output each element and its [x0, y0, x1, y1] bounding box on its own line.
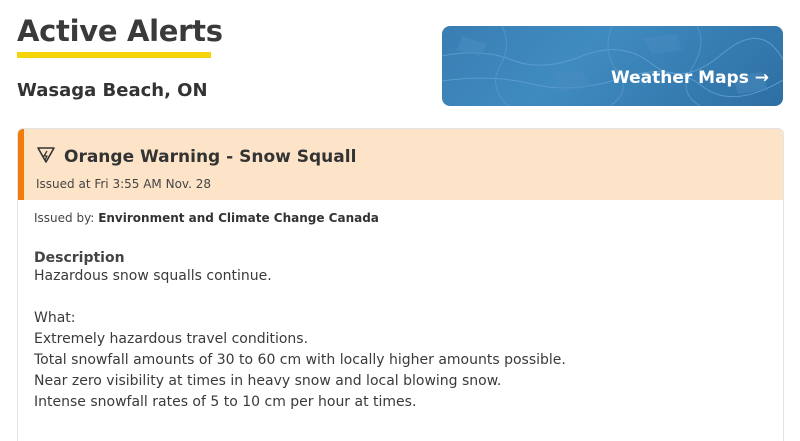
description-line: Near zero visibility at times in heavy snow and local blowing snow.	[34, 373, 502, 389]
alert-title-row	[36, 146, 356, 168]
alert-issued-time: Issued at Fri 3:55 AM Nov. 28	[36, 177, 211, 191]
alert-card	[17, 128, 784, 441]
issued-by-label: Issued by:	[34, 211, 95, 225]
issued-by	[34, 211, 783, 225]
warning-triangle-icon	[36, 146, 56, 168]
description-heading: Description	[34, 250, 125, 266]
description-line: Intense snowfall rates of 5 to 10 cm per hour at times.	[34, 394, 417, 410]
description-line: Total snowfall amounts of 30 to 60 cm with locally higher amounts possible.	[34, 352, 566, 368]
description-line: Hazardous snow squalls continue.	[34, 268, 272, 284]
issued-by-value: Environment and Climate Change Canada	[98, 211, 379, 225]
description-text	[34, 266, 783, 413]
weather-maps-link[interactable]	[442, 26, 783, 106]
description-line	[34, 287, 783, 308]
description-line: Extremely hazardous travel conditions.	[34, 331, 309, 347]
map-background	[442, 26, 783, 106]
title-block	[17, 12, 223, 58]
description-line: What:	[34, 310, 76, 326]
location-name: Wasaga Beach, ON	[17, 80, 208, 101]
title-underline	[17, 52, 211, 58]
alert-title: Orange Warning - Snow Squall	[64, 147, 357, 167]
weather-maps-label: Weather Maps →	[610, 68, 769, 88]
alert-body	[18, 200, 783, 413]
page-title: Active Alerts	[17, 14, 223, 48]
alert-header[interactable]	[18, 129, 783, 200]
